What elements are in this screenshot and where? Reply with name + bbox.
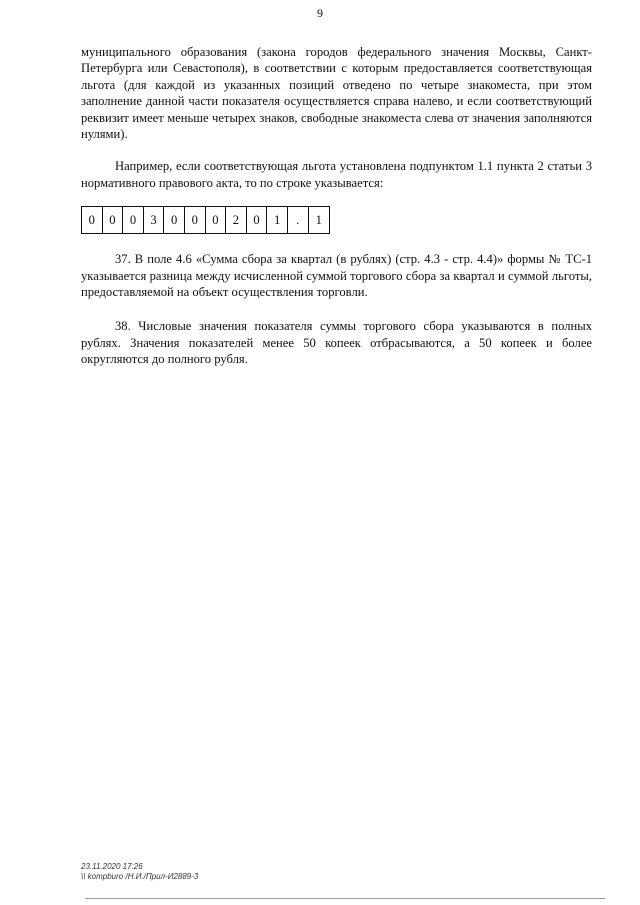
paragraph-37: 37. В поле 4.6 «Сумма сбора за квартал (в рублях) (стр. 4.3 - стр. 4.4)» формы № ТС-1 указывается разница между исчисленной суммой торгового сбора за квартал и суммой льготы, предоставляемой на объект осуществления торговли.	[81, 252, 592, 300]
bottom-rule	[85, 898, 605, 899]
code-cell: 0	[82, 207, 103, 233]
code-cell: 0	[103, 207, 124, 233]
paragraph-38: 38. Числовые значения показателя суммы торгового сбора указываются в полных рублях. Значения показателей менее 50 копеек отбрасываются, а 50 копеек и более округляются до полного рубля.	[81, 319, 592, 367]
document-body	[81, 44, 592, 368]
code-cell: 0	[164, 207, 185, 233]
code-cell: 3	[144, 207, 165, 233]
code-cell: 2	[226, 207, 247, 233]
example-code-cells	[81, 206, 330, 234]
code-cell: 1	[267, 207, 288, 233]
code-cell: 0	[206, 207, 227, 233]
code-cell: 0	[123, 207, 144, 233]
footer-file-path: \\ kompburo /Н.И./Прил-И2889-3	[81, 872, 199, 881]
page-number: 9	[317, 6, 323, 20]
code-cell: 0	[185, 207, 206, 233]
paragraph-example-intro: Например, если соответствующая льгота установлена подпунктом 1.1 пункта 2 статьи 3 нормативного правового акта, то по строке указывается:	[81, 159, 592, 190]
code-cell: .	[288, 207, 309, 233]
footer-timestamp: 23.11.2020 17:26	[81, 862, 143, 871]
footer-stamp	[81, 862, 198, 882]
code-cell: 0	[247, 207, 268, 233]
paragraph-continuation: муниципального образования (закона городов федерального значения Москвы, Санкт-Петербурга или Севастополя), в соответствии с которым предоставляется соответствующая льгота (для каждой из указанных позиций отведено по четыре знакоместа, при этом заполнение данной части показателя осуществляется справа налево, и если соответствующий реквизит имеет меньше четырех знаков, свободные знакоместа слева от значения заполняются нулями).	[81, 45, 592, 142]
code-cell: 1	[315, 212, 322, 227]
